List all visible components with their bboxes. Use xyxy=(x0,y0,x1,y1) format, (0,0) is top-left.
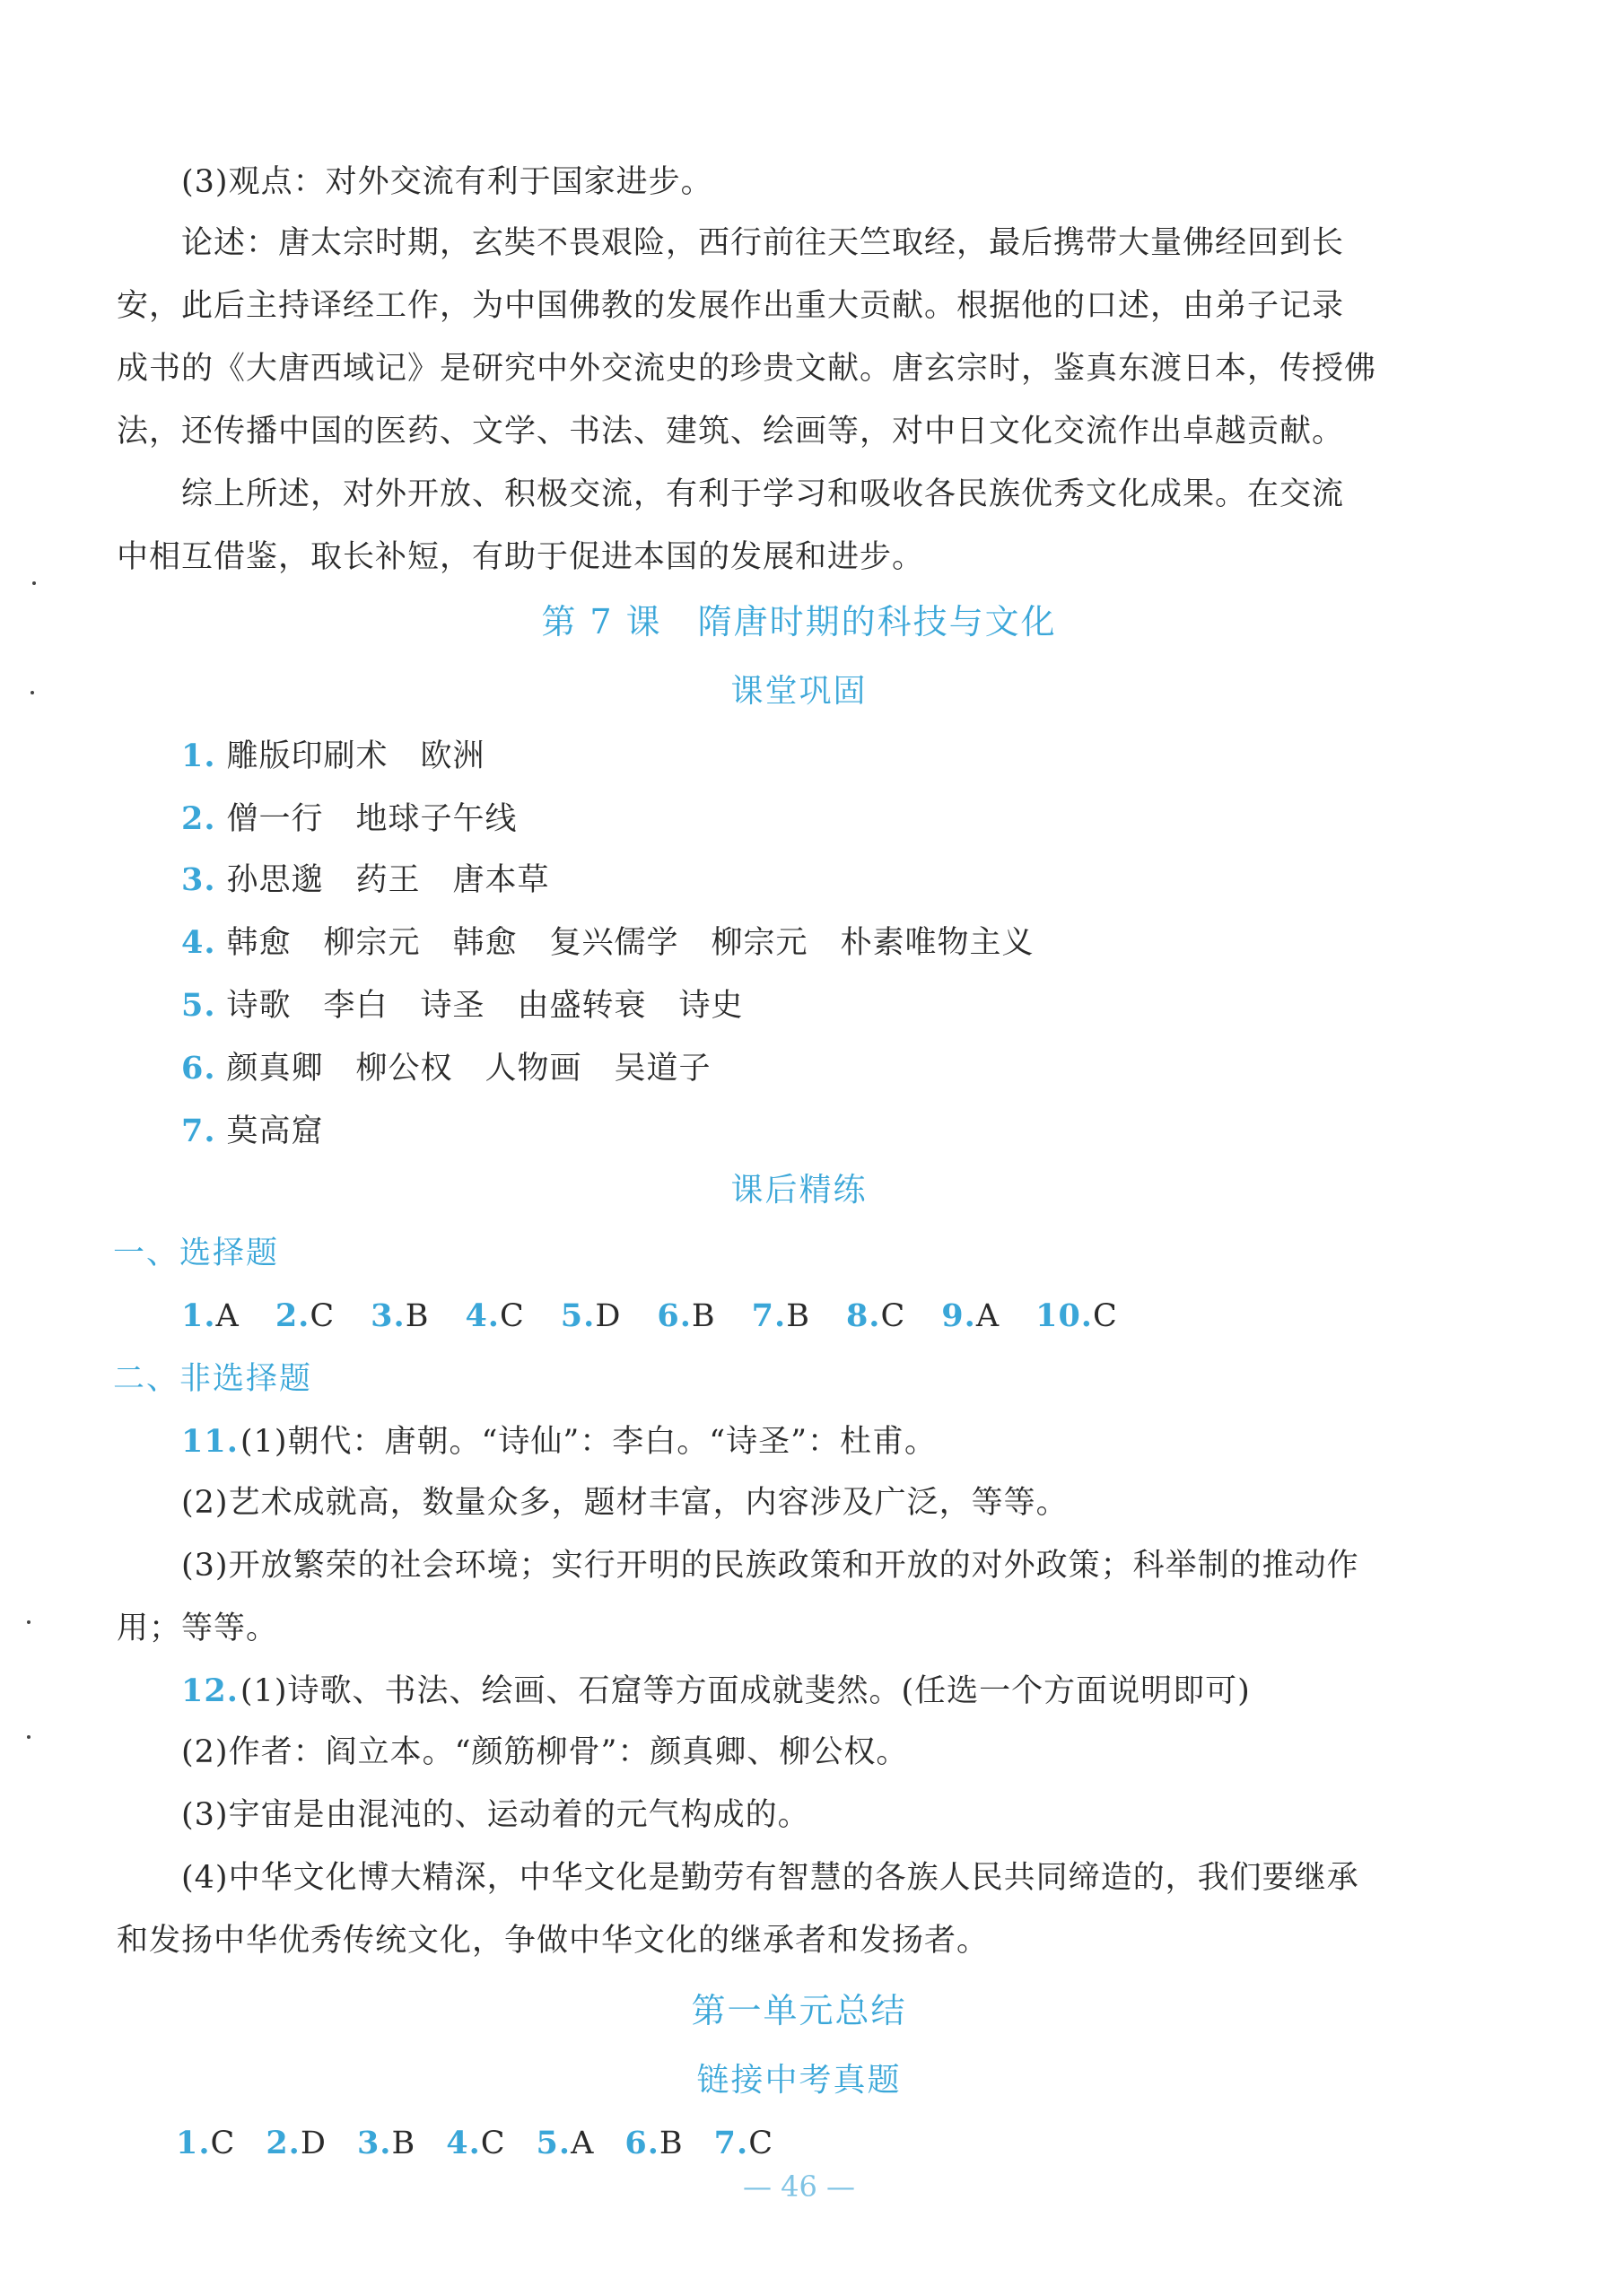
summary-line-1: 综上所述，对外开放、积极交流，有利于学习和吸收各民族优秀文化成果。在交流 xyxy=(181,476,1345,512)
scan-speck xyxy=(31,691,34,694)
argument-line-3: 成书的《大唐西域记》是研究中外交流史的珍贵文献。唐玄宗时，鉴真东渡日本，传授佛 xyxy=(117,351,1377,387)
section-choice: 一、选择题 xyxy=(113,1235,280,1271)
argument-line-1: 论述：唐太宗时期，玄奘不畏艰险，西行前往天竺取经，最后携带大量佛经回到长 xyxy=(181,225,1345,261)
section-nonchoice: 二、非选择题 xyxy=(113,1361,313,1397)
choice-answer: 2.D xyxy=(266,2125,327,2161)
q11-line-2: (2)艺术成就高，数量众多，题材丰富，内容涉及广泛，等等。 xyxy=(181,1485,1069,1521)
choice-answer: 7.B xyxy=(751,1297,810,1334)
choice-answer: 5.A xyxy=(536,2125,595,2161)
after-class-title: 课后精练 xyxy=(730,1172,868,1209)
scan-speck xyxy=(32,581,36,585)
exam-link-title: 链接中考真题 xyxy=(696,2062,902,2099)
q12-line-1: 12.(1)诗歌、书法、绘画、石窟等方面成就斐然。(任选一个方面说明即可) xyxy=(181,1672,1251,1709)
choice-answer: 8.C xyxy=(845,1297,906,1334)
choice-answer: 2.C xyxy=(275,1297,336,1334)
q11-line-1: 11.(1)朝代：唐朝。“诗仙”：李白。“诗圣”：杜甫。 xyxy=(181,1423,938,1460)
in-class-title: 课堂巩固 xyxy=(730,673,868,710)
choice-answer: 3.B xyxy=(356,2125,416,2161)
scan-speck xyxy=(27,1735,31,1739)
q12-line-2: (2)作者：阎立本。“颜筋柳骨”：颜真卿、柳公权。 xyxy=(181,1734,909,1770)
choice-answer: 6.B xyxy=(657,1297,716,1334)
choice-answer: 1.C xyxy=(176,2125,236,2161)
q11-line-3: (3)开放繁荣的社会环境；实行开明的民族政策和开放的对外政策；科举制的推动作 xyxy=(181,1548,1359,1584)
choice-answers xyxy=(181,1294,1154,1339)
q12-line-5: 和发扬中华优秀传统文化，争做中华文化的继承者和发扬者。 xyxy=(117,1923,990,1959)
scan-speck xyxy=(27,1620,31,1624)
list-item: 4. 韩愈 柳宗元 韩愈 复兴儒学 柳宗元 朴素唯物主义 xyxy=(181,924,1035,961)
lesson-title: 第 7 课 隋唐时期的科技与文化 xyxy=(541,602,1057,642)
choice-answer: 1.A xyxy=(181,1297,240,1334)
choice-answer: 4.C xyxy=(465,1297,525,1334)
choice-answer: 10.C xyxy=(1035,1297,1118,1334)
q12-line-4: (4)中华文化博大精深，中华文化是勤劳有智慧的各族人民共同缔造的，我们要继承 xyxy=(181,1860,1359,1896)
choice-answer: 6.B xyxy=(624,2125,684,2161)
choice-answer: 4.C xyxy=(446,2125,506,2161)
list-item: 6. 颜真卿 柳公权 人物画 吴道子 xyxy=(181,1050,712,1087)
q11-line-4: 用；等等。 xyxy=(117,1611,279,1646)
page-number: — 46 — xyxy=(742,2169,856,2204)
choice-answer: 3.B xyxy=(371,1297,430,1334)
list-item: 1. 雕版印刷术 欧洲 xyxy=(181,738,485,774)
argument-line-4: 法，还传播中国的医药、文学、书法、建筑、绘画等，对中日文化交流作出卓越贡献。 xyxy=(117,414,1345,450)
list-item: 7. 莫高窟 xyxy=(181,1113,324,1149)
unit-choice-answers xyxy=(176,2121,804,2166)
viewpoint-line: (3)观点：对外交流有利于国家进步。 xyxy=(181,164,713,200)
choice-answer: 5.D xyxy=(560,1297,622,1334)
unit-summary-title: 第一单元总结 xyxy=(691,1991,907,2030)
q12-line-3: (3)宇宙是由混沌的、运动着的元气构成的。 xyxy=(181,1797,810,1833)
choice-answer: 9.A xyxy=(941,1297,1000,1334)
summary-line-2: 中相互借鉴，取长补短，有助于促进本国的发展和进步。 xyxy=(117,539,925,575)
list-item: 5. 诗歌 李白 诗圣 由盛转衰 诗史 xyxy=(181,987,744,1024)
list-item: 3. 孙思邈 药王 唐本草 xyxy=(181,861,550,898)
choice-answer: 7.C xyxy=(713,2125,773,2161)
argument-line-2: 安，此后主持译经工作，为中国佛教的发展作出重大贡献。根据他的口述，由弟子记录 xyxy=(117,288,1345,324)
list-item: 2. 僧一行 地球子午线 xyxy=(181,800,518,837)
